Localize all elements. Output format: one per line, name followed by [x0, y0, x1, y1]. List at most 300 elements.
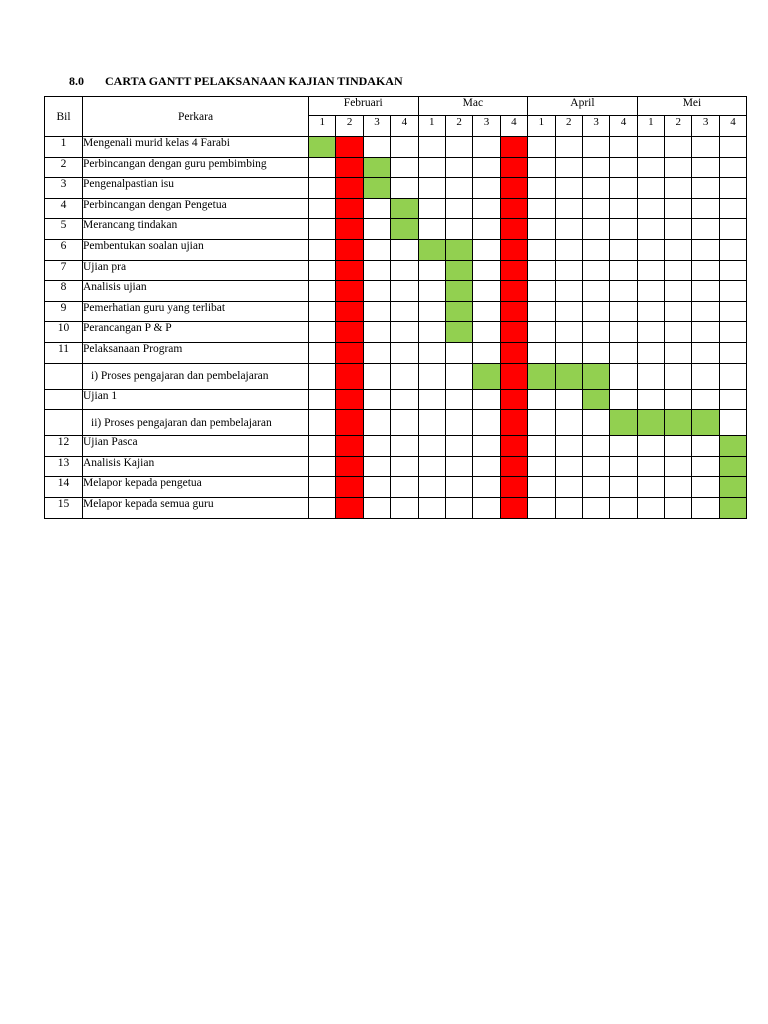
- section-title: CARTA GANTT PELAKSANAAN KAJIAN TINDAKAN: [105, 74, 403, 88]
- red-week-cell: [500, 178, 527, 199]
- scheduled-week-cell: [665, 410, 692, 436]
- red-week-cell: [500, 157, 527, 178]
- red-week-cell: [336, 219, 363, 240]
- week-cell: [637, 157, 664, 178]
- week-cell: [309, 497, 336, 518]
- week-cell: [582, 477, 609, 498]
- week-cell: [610, 198, 637, 219]
- week-cell: [637, 239, 664, 260]
- red-week-cell: [336, 198, 363, 219]
- week-cell: [582, 239, 609, 260]
- week-cell: [473, 436, 500, 457]
- row-bil: 4: [45, 198, 83, 219]
- row-perkara: i) Proses pengajaran dan pembelajaran: [83, 363, 309, 389]
- week-cell: [309, 363, 336, 389]
- row-perkara: Ujian pra: [83, 260, 309, 281]
- scheduled-week-cell: [582, 363, 609, 389]
- week-cell: [555, 301, 582, 322]
- week-cell: [363, 281, 390, 302]
- week-cell: [445, 157, 472, 178]
- red-week-cell: [500, 497, 527, 518]
- week-cell: [610, 322, 637, 343]
- week-cell: [528, 157, 555, 178]
- scheduled-week-cell: [445, 301, 472, 322]
- week-cell: [582, 497, 609, 518]
- week-cell: [637, 198, 664, 219]
- week-cell: [473, 239, 500, 260]
- week-cell: [610, 342, 637, 363]
- week-cell: [610, 157, 637, 178]
- week-header: 1: [637, 116, 664, 137]
- week-cell: [363, 410, 390, 436]
- row-bil: 5: [45, 219, 83, 240]
- red-week-cell: [336, 410, 363, 436]
- week-cell: [309, 281, 336, 302]
- week-header: 2: [336, 116, 363, 137]
- week-cell: [719, 219, 746, 240]
- week-cell: [391, 342, 418, 363]
- scheduled-week-cell: [719, 436, 746, 457]
- week-cell: [309, 389, 336, 410]
- week-cell: [473, 477, 500, 498]
- week-cell: [473, 301, 500, 322]
- row-perkara: Pelaksanaan Program: [83, 342, 309, 363]
- week-cell: [610, 137, 637, 158]
- week-cell: [637, 301, 664, 322]
- week-cell: [391, 239, 418, 260]
- week-cell: [309, 436, 336, 457]
- row-perkara: Merancang tindakan: [83, 219, 309, 240]
- row-perkara: Melapor kepada semua guru: [83, 497, 309, 518]
- table-row: [45, 410, 747, 436]
- week-cell: [418, 281, 445, 302]
- week-cell: [363, 389, 390, 410]
- red-week-cell: [336, 157, 363, 178]
- week-cell: [309, 178, 336, 199]
- red-week-cell: [336, 342, 363, 363]
- week-cell: [555, 497, 582, 518]
- week-cell: [610, 436, 637, 457]
- week-cell: [719, 389, 746, 410]
- row-perkara: ii) Proses pengajaran dan pembelajaran: [83, 410, 309, 436]
- week-cell: [528, 219, 555, 240]
- week-cell: [473, 198, 500, 219]
- table-row: [45, 389, 747, 410]
- week-cell: [692, 301, 719, 322]
- week-cell: [555, 137, 582, 158]
- week-cell: [528, 456, 555, 477]
- week-cell: [665, 342, 692, 363]
- week-cell: [692, 239, 719, 260]
- scheduled-week-cell: [528, 363, 555, 389]
- week-cell: [528, 260, 555, 281]
- week-cell: [555, 239, 582, 260]
- week-cell: [719, 178, 746, 199]
- week-cell: [692, 281, 719, 302]
- week-cell: [528, 497, 555, 518]
- week-cell: [445, 137, 472, 158]
- red-week-cell: [500, 281, 527, 302]
- red-week-cell: [336, 456, 363, 477]
- table-row: [45, 301, 747, 322]
- week-cell: [473, 281, 500, 302]
- scheduled-week-cell: [391, 198, 418, 219]
- week-cell: [363, 260, 390, 281]
- week-cell: [610, 219, 637, 240]
- row-bil: 13: [45, 456, 83, 477]
- week-cell: [309, 301, 336, 322]
- week-cell: [473, 260, 500, 281]
- week-cell: [555, 436, 582, 457]
- week-cell: [692, 363, 719, 389]
- table-row: [45, 157, 747, 178]
- week-cell: [665, 281, 692, 302]
- week-cell: [610, 477, 637, 498]
- week-cell: [363, 198, 390, 219]
- week-cell: [582, 219, 609, 240]
- week-cell: [418, 456, 445, 477]
- bil-header: Bil: [45, 97, 83, 137]
- red-week-cell: [500, 342, 527, 363]
- week-cell: [363, 342, 390, 363]
- week-cell: [665, 137, 692, 158]
- week-cell: [418, 260, 445, 281]
- row-perkara: Ujian Pasca: [83, 436, 309, 457]
- row-perkara: Pemerhatian guru yang terlibat: [83, 301, 309, 322]
- table-row: [45, 198, 747, 219]
- red-week-cell: [336, 497, 363, 518]
- week-cell: [418, 301, 445, 322]
- week-cell: [473, 497, 500, 518]
- scheduled-week-cell: [719, 477, 746, 498]
- week-cell: [555, 198, 582, 219]
- scheduled-week-cell: [363, 178, 390, 199]
- table-row: [45, 281, 747, 302]
- row-perkara: Mengenali murid kelas 4 Farabi: [83, 137, 309, 158]
- week-cell: [363, 219, 390, 240]
- week-cell: [528, 239, 555, 260]
- week-header: 1: [528, 116, 555, 137]
- week-cell: [692, 477, 719, 498]
- week-cell: [528, 178, 555, 199]
- week-cell: [692, 198, 719, 219]
- week-cell: [391, 157, 418, 178]
- month-header: Mac: [418, 97, 528, 116]
- week-cell: [692, 260, 719, 281]
- week-cell: [582, 157, 609, 178]
- week-cell: [391, 301, 418, 322]
- week-cell: [555, 178, 582, 199]
- week-header: 4: [610, 116, 637, 137]
- month-header: April: [528, 97, 638, 116]
- week-cell: [528, 389, 555, 410]
- week-cell: [445, 436, 472, 457]
- table-header: [45, 97, 747, 137]
- week-cell: [637, 137, 664, 158]
- red-week-cell: [500, 477, 527, 498]
- table-row: [45, 456, 747, 477]
- week-cell: [637, 363, 664, 389]
- week-cell: [418, 322, 445, 343]
- table-row: [45, 260, 747, 281]
- week-cell: [445, 497, 472, 518]
- week-cell: [363, 436, 390, 457]
- scheduled-week-cell: [555, 363, 582, 389]
- month-header-row: [45, 97, 747, 116]
- week-cell: [582, 436, 609, 457]
- week-cell: [309, 456, 336, 477]
- week-cell: [665, 436, 692, 457]
- week-cell: [665, 239, 692, 260]
- scheduled-week-cell: [418, 239, 445, 260]
- week-cell: [555, 219, 582, 240]
- scheduled-week-cell: [391, 219, 418, 240]
- week-cell: [610, 260, 637, 281]
- week-cell: [473, 322, 500, 343]
- week-cell: [637, 456, 664, 477]
- red-week-cell: [500, 322, 527, 343]
- row-perkara: Analisis Kajian: [83, 456, 309, 477]
- week-cell: [719, 363, 746, 389]
- week-cell: [582, 178, 609, 199]
- week-cell: [719, 281, 746, 302]
- scheduled-week-cell: [719, 497, 746, 518]
- week-cell: [391, 389, 418, 410]
- table-row: [45, 137, 747, 158]
- table-row: [45, 436, 747, 457]
- table-row: [45, 178, 747, 199]
- week-cell: [391, 497, 418, 518]
- week-cell: [528, 137, 555, 158]
- gantt-chart-table: [44, 96, 747, 519]
- red-week-cell: [336, 301, 363, 322]
- row-perkara: Perbincangan dengan Pengetua: [83, 198, 309, 219]
- week-header: 2: [555, 116, 582, 137]
- red-week-cell: [336, 239, 363, 260]
- week-cell: [665, 322, 692, 343]
- month-header: Mei: [637, 97, 747, 116]
- row-bil: [45, 363, 83, 389]
- week-cell: [692, 497, 719, 518]
- week-cell: [582, 281, 609, 302]
- week-cell: [719, 322, 746, 343]
- row-bil: [45, 389, 83, 410]
- week-cell: [418, 198, 445, 219]
- row-bil: 7: [45, 260, 83, 281]
- row-bil: 14: [45, 477, 83, 498]
- week-cell: [555, 342, 582, 363]
- week-cell: [473, 157, 500, 178]
- week-cell: [555, 389, 582, 410]
- red-week-cell: [500, 436, 527, 457]
- week-cell: [391, 260, 418, 281]
- week-cell: [418, 477, 445, 498]
- week-cell: [309, 410, 336, 436]
- scheduled-week-cell: [582, 389, 609, 410]
- red-week-cell: [500, 219, 527, 240]
- week-cell: [637, 281, 664, 302]
- week-cell: [719, 137, 746, 158]
- week-cell: [665, 301, 692, 322]
- week-cell: [719, 260, 746, 281]
- week-cell: [582, 137, 609, 158]
- week-cell: [473, 456, 500, 477]
- week-cell: [363, 477, 390, 498]
- week-cell: [582, 410, 609, 436]
- week-header: 4: [391, 116, 418, 137]
- week-cell: [391, 281, 418, 302]
- week-cell: [637, 436, 664, 457]
- scheduled-week-cell: [445, 260, 472, 281]
- week-cell: [309, 219, 336, 240]
- week-cell: [637, 342, 664, 363]
- table-row: [45, 342, 747, 363]
- week-cell: [719, 239, 746, 260]
- week-cell: [528, 198, 555, 219]
- red-week-cell: [500, 260, 527, 281]
- scheduled-week-cell: [692, 410, 719, 436]
- week-cell: [692, 178, 719, 199]
- row-bil: 10: [45, 322, 83, 343]
- week-header: 3: [473, 116, 500, 137]
- week-cell: [719, 410, 746, 436]
- week-cell: [418, 436, 445, 457]
- week-cell: [637, 389, 664, 410]
- week-cell: [309, 239, 336, 260]
- week-cell: [665, 260, 692, 281]
- scheduled-week-cell: [445, 281, 472, 302]
- red-week-cell: [336, 363, 363, 389]
- week-cell: [391, 410, 418, 436]
- table-row: [45, 477, 747, 498]
- week-cell: [363, 456, 390, 477]
- week-cell: [309, 477, 336, 498]
- week-cell: [692, 456, 719, 477]
- week-cell: [610, 363, 637, 389]
- week-cell: [582, 456, 609, 477]
- week-cell: [582, 260, 609, 281]
- week-cell: [363, 239, 390, 260]
- week-cell: [363, 497, 390, 518]
- week-cell: [309, 322, 336, 343]
- week-header: 1: [309, 116, 336, 137]
- row-perkara: Analisis ujian: [83, 281, 309, 302]
- row-perkara: Ujian 1: [83, 389, 309, 410]
- week-cell: [528, 436, 555, 457]
- red-week-cell: [500, 389, 527, 410]
- week-cell: [719, 301, 746, 322]
- week-cell: [665, 389, 692, 410]
- red-week-cell: [336, 137, 363, 158]
- week-cell: [528, 281, 555, 302]
- scheduled-week-cell: [473, 363, 500, 389]
- week-cell: [418, 157, 445, 178]
- week-cell: [665, 198, 692, 219]
- red-week-cell: [500, 239, 527, 260]
- scheduled-week-cell: [445, 239, 472, 260]
- row-perkara: Melapor kepada pengetua: [83, 477, 309, 498]
- week-cell: [637, 477, 664, 498]
- week-cell: [719, 198, 746, 219]
- week-cell: [363, 301, 390, 322]
- week-cell: [692, 342, 719, 363]
- week-cell: [363, 322, 390, 343]
- week-cell: [582, 322, 609, 343]
- week-header: 1: [418, 116, 445, 137]
- week-header: 3: [582, 116, 609, 137]
- week-cell: [528, 301, 555, 322]
- week-cell: [692, 389, 719, 410]
- month-header: Februari: [309, 97, 419, 116]
- week-cell: [309, 260, 336, 281]
- week-cell: [445, 456, 472, 477]
- week-cell: [473, 389, 500, 410]
- week-cell: [391, 178, 418, 199]
- week-cell: [363, 363, 390, 389]
- week-cell: [555, 281, 582, 302]
- section-number: 8.0: [69, 74, 84, 88]
- week-cell: [555, 477, 582, 498]
- week-cell: [665, 157, 692, 178]
- red-week-cell: [336, 260, 363, 281]
- row-bil: 12: [45, 436, 83, 457]
- week-cell: [309, 342, 336, 363]
- red-week-cell: [500, 456, 527, 477]
- week-cell: [665, 477, 692, 498]
- week-cell: [582, 342, 609, 363]
- week-cell: [445, 198, 472, 219]
- week-cell: [555, 260, 582, 281]
- row-perkara: Perancangan P & P: [83, 322, 309, 343]
- scheduled-week-cell: [719, 456, 746, 477]
- week-cell: [692, 137, 719, 158]
- week-cell: [610, 301, 637, 322]
- week-cell: [445, 477, 472, 498]
- week-cell: [555, 410, 582, 436]
- table-row: [45, 322, 747, 343]
- red-week-cell: [500, 301, 527, 322]
- week-cell: [391, 363, 418, 389]
- week-cell: [637, 322, 664, 343]
- week-cell: [692, 436, 719, 457]
- row-bil: 3: [45, 178, 83, 199]
- week-cell: [610, 456, 637, 477]
- week-cell: [391, 322, 418, 343]
- row-bil: [45, 410, 83, 436]
- row-bil: 2: [45, 157, 83, 178]
- scheduled-week-cell: [363, 157, 390, 178]
- row-bil: 1: [45, 137, 83, 158]
- week-cell: [528, 410, 555, 436]
- row-perkara: Pembentukan soalan ujian: [83, 239, 309, 260]
- week-cell: [391, 436, 418, 457]
- red-week-cell: [336, 436, 363, 457]
- week-cell: [610, 497, 637, 518]
- row-bil: 11: [45, 342, 83, 363]
- week-cell: [445, 363, 472, 389]
- week-cell: [445, 342, 472, 363]
- week-cell: [391, 137, 418, 158]
- week-cell: [555, 322, 582, 343]
- week-cell: [665, 178, 692, 199]
- red-week-cell: [336, 178, 363, 199]
- week-cell: [610, 178, 637, 199]
- week-cell: [418, 178, 445, 199]
- week-cell: [637, 219, 664, 240]
- week-cell: [418, 363, 445, 389]
- scheduled-week-cell: [637, 410, 664, 436]
- week-cell: [391, 456, 418, 477]
